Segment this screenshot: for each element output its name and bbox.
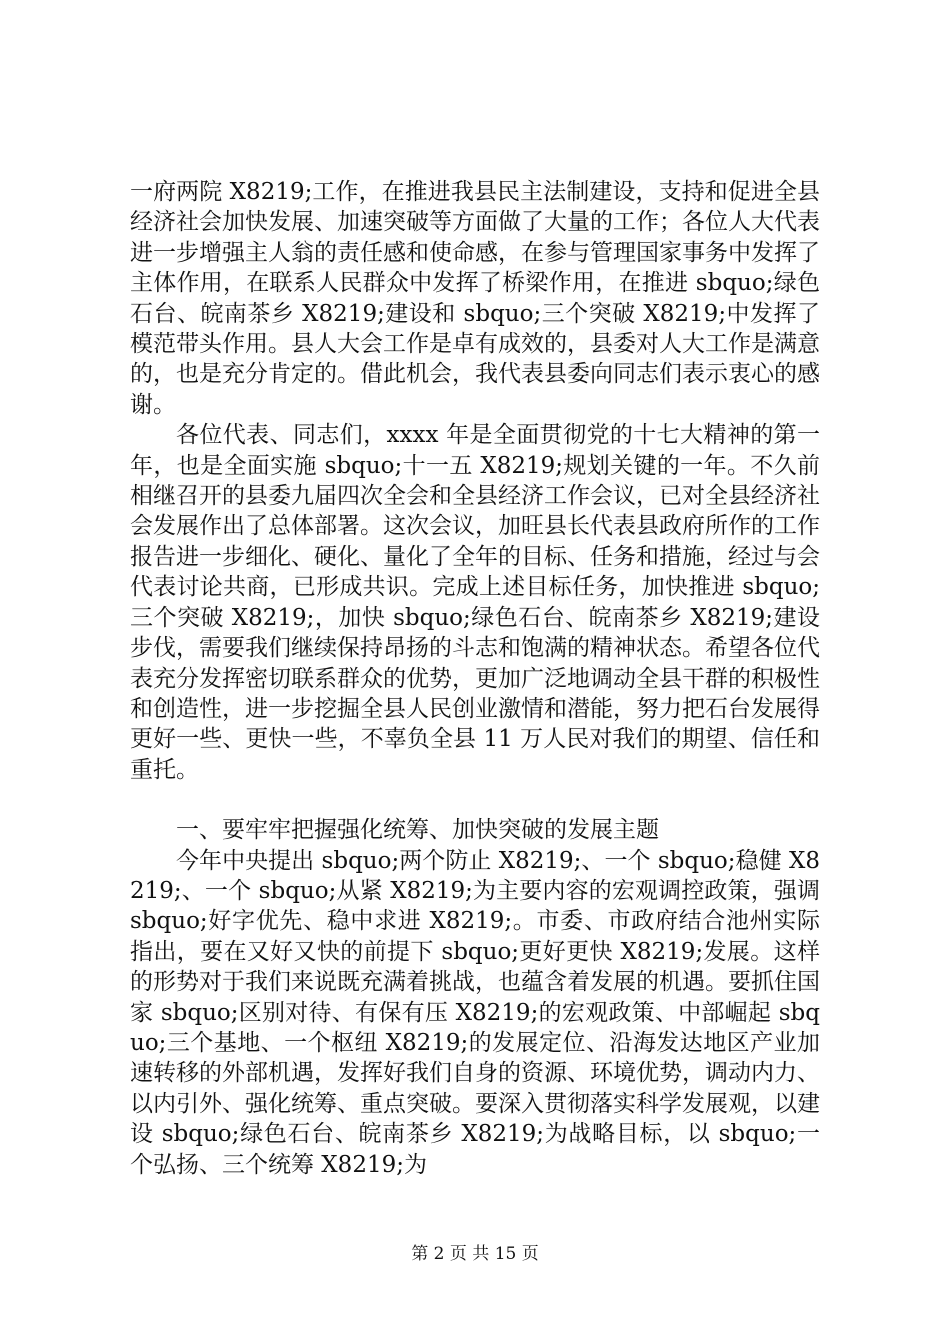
paragraph-section-one: 今年中央提出 sbquo;两个防止 X8219;、一个 sbquo;稳健 X8219;、一个 sbquo;从紧 X8219;为主要内容的宏观调控政策，强调 sbquo;好字优先、稳中求进 X8219;。市委、市政府结合池州实际指出，要在又好又快的前提下 sbquo;更好更快 X8219;发展。这样的形势对于我们来说既充满着挑战，也蕴含着发展的机遇。要抓住国家 sbquo;区别对待、有保有压 X8219;的宏观政策、中部崛起 sbquo;三个基地、一个枢纽 X8219;的发展定位、沿海发达地区产业加速转移的外部机遇，发挥好我们自身的资源、环境优势，调动内力、以内引外、强化统筹、重点突破。要深入贯彻落实科学发展观，以建设 sbquo;绿色石台、皖南茶乡 X8219;为战略目标，以 sbquo;一个弘扬、三个统筹 X8219;为	[130, 847, 820, 1178]
paragraph-address-to-delegates: 各位代表、同志们，xxxx 年是全面贯彻党的十七大精神的第一年，也是全面实施 sbquo;十一五 X8219;规划关键的一年。不久前相继召开的县委九届四次全会和全县经济工作会议，已对全县经济社会发展作出了总体部署。这次会议，加旺县长代表县政府所作的工作报告进一步细化、硬化、量化了全年的目标、任务和措施，经过与会代表讨论共商，已形成共识。完成上述目标任务，加快推进 sbquo;三个突破 X8219;，加快 sbquo;绿色石台、皖南茶乡 X8219;建设步伐，需要我们继续保持昂扬的斗志和饱满的精神状态。希望各位代表充分发挥密切联系群众的优势，更加广泛地调动全县干群的积极性和创造性，进一步挖掘全县人民创业激情和潜能，努力把石台发展得更好一些、更快一些，不辜负全县 11 万人民对我们的期望、信任和重托。	[130, 422, 820, 783]
paragraph-continuation: 一府两院 X8219;工作，在推进我县民主法制建设，支持和促进全县经济社会加快发展、加速突破等方面做了大量的工作；各位人大代表进一步增强主人翁的责任感和使命感，在参与管理国家事务中发挥了主体作用，在联系人民群众中发挥了桥梁作用，在推进 sbquo;绿色石台、皖南茶乡 X8219;建设和 sbquo;三个突破 X8219;中发挥了模范带头作用。县人大会工作是卓有成效的，县委对人大工作是满意的，也是充分肯定的。借此机会，我代表县委向同志们表示衷心的感谢。	[130, 179, 820, 418]
section-heading: 一、要牢牢把握强化统筹、加快突破的发展主题	[176, 817, 659, 844]
page-number-footer: 第 2 页 共 15 页	[411, 1244, 539, 1264]
document-body	[130, 177, 820, 1180]
